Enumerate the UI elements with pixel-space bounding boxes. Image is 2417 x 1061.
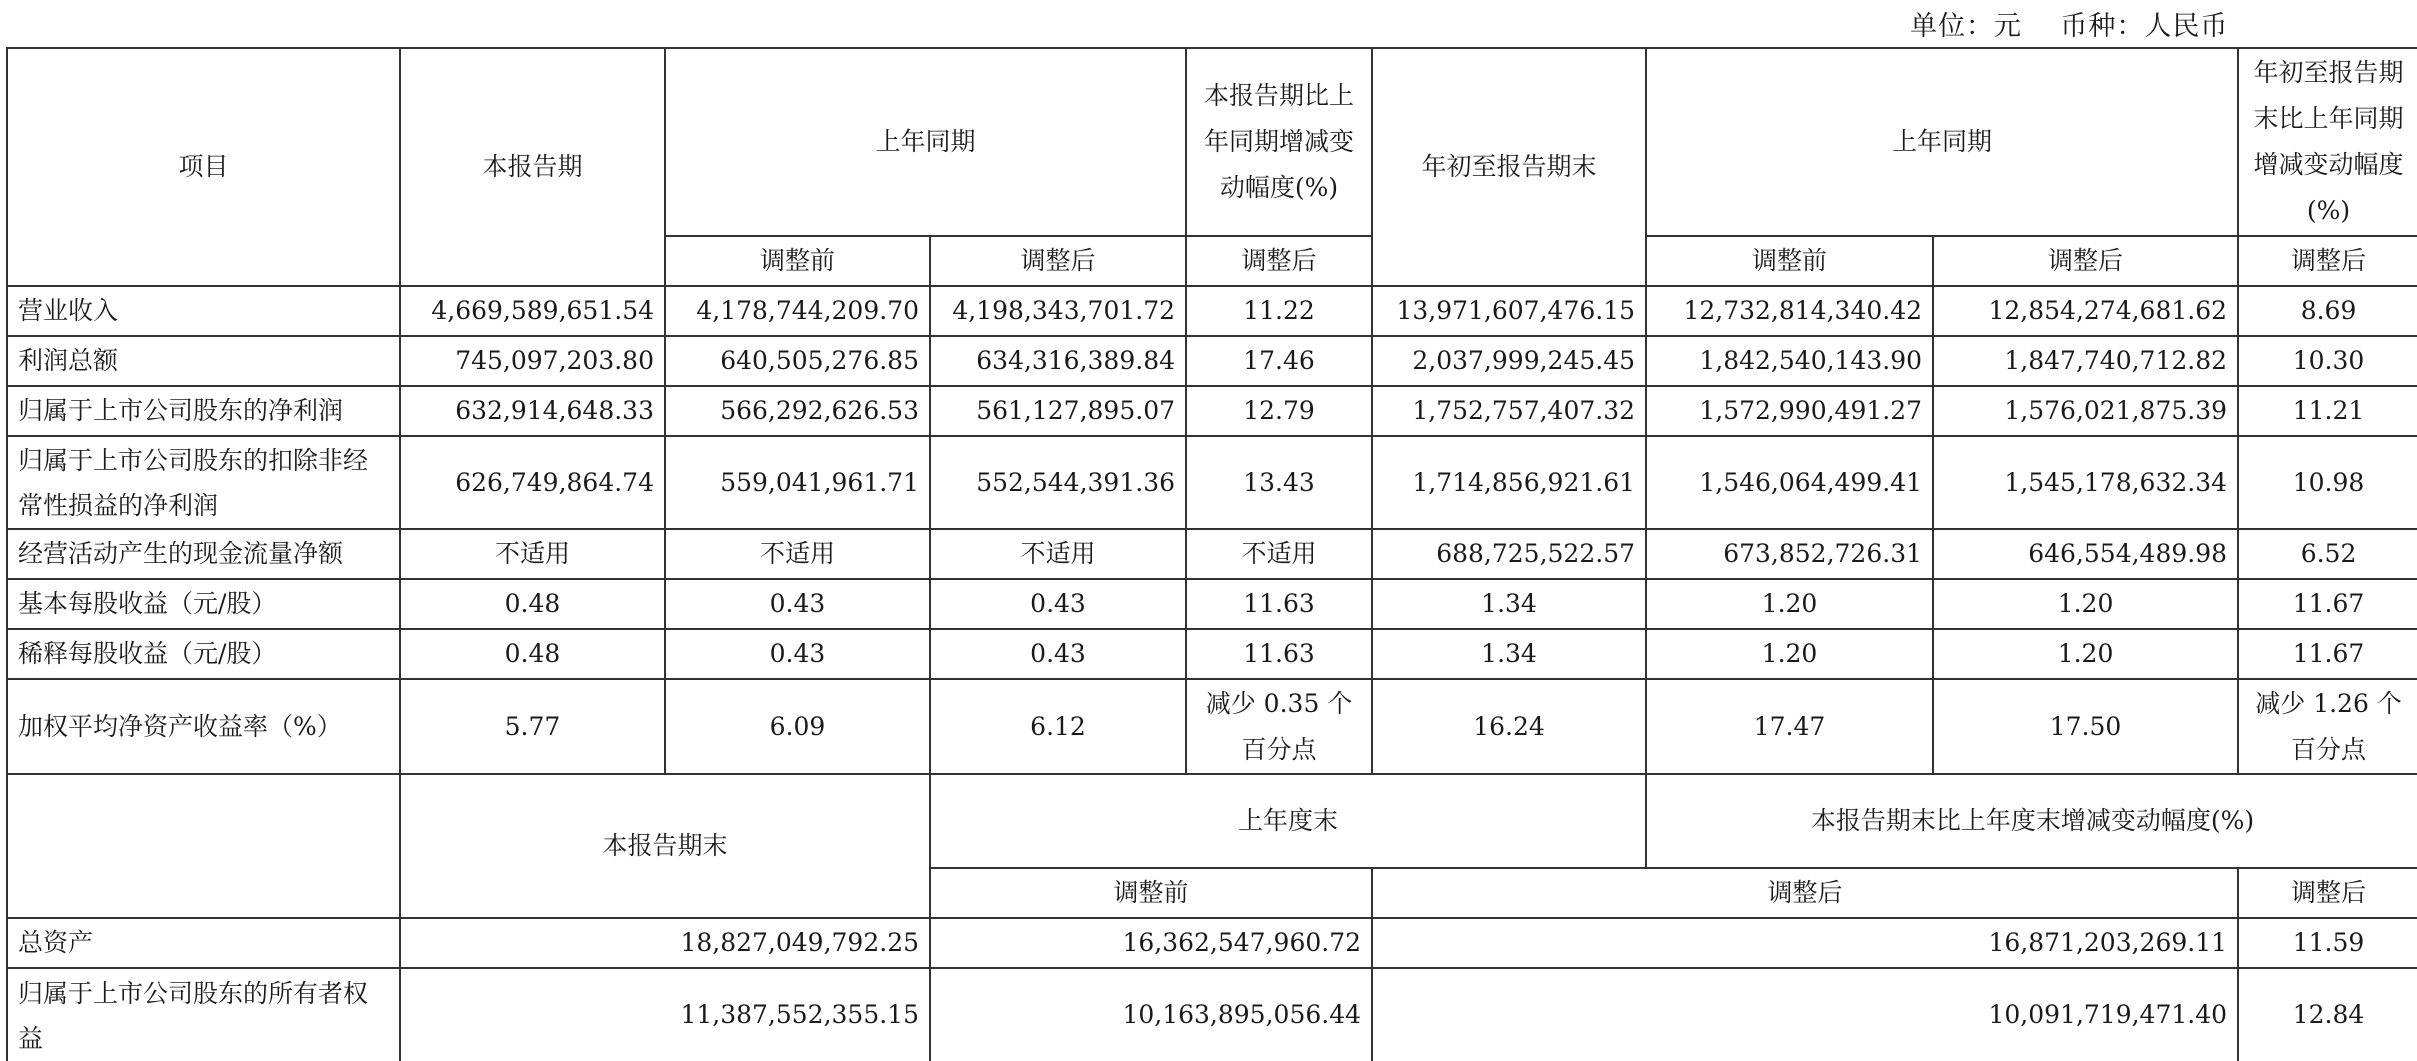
cell-ytd: 1,752,757,407.32 [1372,386,1646,436]
cell-ytd-prior-after: 17.50 [1933,679,2238,774]
cell-change: 不适用 [1186,529,1372,579]
cell-current: 0.48 [400,629,665,679]
header-before-adjust: 调整前 [665,236,930,286]
header-ytd-change: 年初至报告期末比上年同期增减变动幅度(%) [2238,48,2417,236]
header-ytd: 年初至报告期末 [1372,48,1646,286]
cell-ytd-change: 10.98 [2238,436,2417,529]
cell-ytd: 1.34 [1372,629,1646,679]
cell-current: 745,097,203.80 [400,336,665,386]
table-row [7,286,2417,336]
cell-prior-before: 640,505,276.85 [665,336,930,386]
balance-header-period-end: 本报告期末 [400,774,930,918]
cell-prior-before: 6.09 [665,679,930,774]
cell-ytd-prior-before: 1,572,990,491.27 [1646,386,1933,436]
unit-currency-note: 单位：元 币种：人民币 [1910,11,2229,42]
row-label: 基本每股收益（元/股） [7,579,400,629]
financial-data-table [6,47,2417,1061]
row-label: 归属于上市公司股东的扣除非经常性损益的净利润 [7,436,400,529]
cell-prior-after: 561,127,895.07 [930,386,1186,436]
cell-current: 不适用 [400,529,665,579]
cell-change: 11.22 [1186,286,1372,336]
cell-prior-before: 566,292,626.53 [665,386,930,436]
cell-current: 4,669,589,651.54 [400,286,665,336]
cell-ytd-change: 11.67 [2238,579,2417,629]
cell-after-adjust: 16,871,203,269.11 [1372,918,2238,968]
cell-ytd: 13,971,607,476.15 [1372,286,1646,336]
row-label: 利润总额 [7,336,400,386]
balance-header-prior-year-end: 上年度末 [930,774,1646,868]
header-before-adjust-ytd: 调整前 [1646,236,1933,286]
cell-prior-after: 4,198,343,701.72 [930,286,1186,336]
cell-ytd-prior-before: 17.47 [1646,679,1933,774]
balance-header-blank [7,774,400,918]
cell-ytd-prior-before: 1,546,064,499.41 [1646,436,1933,529]
balance-header-before-adjust: 调整前 [930,868,1372,918]
table-row [7,629,2417,679]
cell-ytd-change: 8.69 [2238,286,2417,336]
row-label: 总资产 [7,918,400,968]
cell-ytd-prior-before: 1.20 [1646,629,1933,679]
table-row [7,968,2417,1061]
cell-prior-before: 0.43 [665,579,930,629]
table-row [7,336,2417,386]
row-label: 归属于上市公司股东的所有者权益 [7,968,400,1061]
cell-balance-change: 12.84 [2238,968,2417,1061]
cell-change: 17.46 [1186,336,1372,386]
row-label: 稀释每股收益（元/股） [7,629,400,679]
cell-ytd-prior-after: 1,576,021,875.39 [1933,386,2238,436]
header-current-change: 本报告期比上年同期增减变动幅度(%) [1186,48,1372,236]
cell-ytd-prior-after: 1,545,178,632.34 [1933,436,2238,529]
cell-current: 0.48 [400,579,665,629]
header-item: 项目 [7,48,400,286]
cell-before-adjust: 10,163,895,056.44 [930,968,1372,1061]
cell-prior-before: 559,041,961.71 [665,436,930,529]
cell-ytd: 2,037,999,245.45 [1372,336,1646,386]
header-current-period: 本报告期 [400,48,665,286]
cell-current: 626,749,864.74 [400,436,665,529]
cell-prior-after: 0.43 [930,579,1186,629]
cell-ytd-prior-before: 12,732,814,340.42 [1646,286,1933,336]
cell-period-end: 18,827,049,792.25 [400,918,930,968]
cell-ytd-prior-after: 1.20 [1933,629,2238,679]
cell-before-adjust: 16,362,547,960.72 [930,918,1372,968]
cell-ytd-change: 减少 1.26 个百分点 [2238,679,2417,774]
header-after-adjust-ytd-change: 调整后 [2238,236,2417,286]
cell-ytd-prior-after: 1,847,740,712.82 [1933,336,2238,386]
table-row [7,579,2417,629]
cell-ytd: 16.24 [1372,679,1646,774]
cell-ytd-change: 11.67 [2238,629,2417,679]
balance-header-after-adjust: 调整后 [1372,868,2238,918]
cell-prior-before: 0.43 [665,629,930,679]
cell-ytd-prior-before: 673,852,726.31 [1646,529,1933,579]
cell-period-end: 11,387,552,355.15 [400,968,930,1061]
cell-current: 5.77 [400,679,665,774]
row-label: 加权平均净资产收益率（%） [7,679,400,774]
cell-ytd-change: 11.21 [2238,386,2417,436]
cell-change: 13.43 [1186,436,1372,529]
cell-ytd-prior-after: 646,554,489.98 [1933,529,2238,579]
header-after-adjust-ytd: 调整后 [1933,236,2238,286]
cell-change: 12.79 [1186,386,1372,436]
cell-ytd: 1,714,856,921.61 [1372,436,1646,529]
balance-header-after-adjust-change: 调整后 [2238,868,2417,918]
cell-ytd-change: 6.52 [2238,529,2417,579]
header-prior-same-period-ytd: 上年同期 [1646,48,2238,236]
cell-ytd-prior-after: 12,854,274,681.62 [1933,286,2238,336]
table-row [7,679,2417,774]
cell-after-adjust: 10,091,719,471.40 [1372,968,2238,1061]
cell-change: 减少 0.35 个百分点 [1186,679,1372,774]
cell-prior-after: 0.43 [930,629,1186,679]
cell-change: 11.63 [1186,579,1372,629]
table-row [7,436,2417,529]
cell-ytd-prior-after: 1.20 [1933,579,2238,629]
cell-ytd-change: 10.30 [2238,336,2417,386]
cell-ytd-prior-before: 1.20 [1646,579,1933,629]
header-prior-same-period: 上年同期 [665,48,1186,236]
table-row [7,386,2417,436]
cell-current: 632,914,648.33 [400,386,665,436]
cell-prior-after: 552,544,391.36 [930,436,1186,529]
cell-prior-after: 6.12 [930,679,1186,774]
row-label: 营业收入 [7,286,400,336]
header-after-adjust-change: 调整后 [1186,236,1372,286]
header-after-adjust: 调整后 [930,236,1186,286]
row-label: 归属于上市公司股东的净利润 [7,386,400,436]
cell-prior-before: 4,178,744,209.70 [665,286,930,336]
cell-prior-after: 不适用 [930,529,1186,579]
cell-ytd: 1.34 [1372,579,1646,629]
cell-prior-after: 634,316,389.84 [930,336,1186,386]
cell-prior-before: 不适用 [665,529,930,579]
cell-ytd: 688,725,522.57 [1372,529,1646,579]
table-row [7,918,2417,968]
table-row [7,529,2417,579]
cell-change: 11.63 [1186,629,1372,679]
row-label: 经营活动产生的现金流量净额 [7,529,400,579]
cell-balance-change: 11.59 [2238,918,2417,968]
cell-ytd-prior-before: 1,842,540,143.90 [1646,336,1933,386]
balance-header-change: 本报告期末比上年度末增减变动幅度(%) [1646,774,2417,868]
